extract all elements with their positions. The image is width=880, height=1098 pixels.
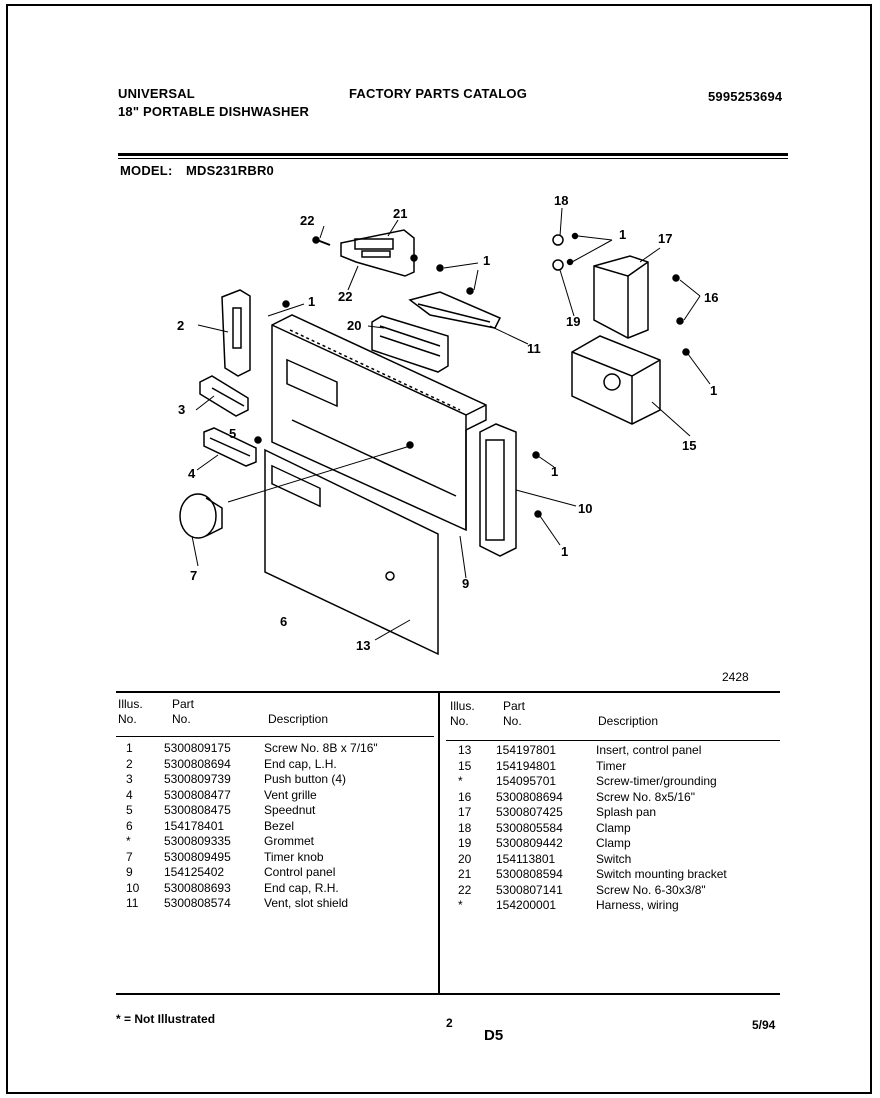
parts-row — [118, 881, 434, 897]
illus-number: * — [458, 774, 463, 788]
section-code: D5 — [484, 1027, 504, 1044]
callout-17: 17 — [658, 231, 673, 246]
illus-number: * — [458, 898, 463, 912]
illus-number: 13 — [458, 743, 472, 757]
parts-row — [450, 759, 776, 775]
part-description: Harness, wiring — [596, 898, 679, 912]
parts-row — [118, 772, 434, 788]
parts-row — [118, 803, 434, 819]
illus-number: 6 — [126, 818, 133, 833]
part-number: 154095701 — [496, 774, 557, 788]
part-description: End cap, R.H. — [264, 880, 339, 895]
part-description: Clamp — [596, 820, 631, 835]
part-number: 154200001 — [496, 898, 557, 912]
left-description-header: Description — [268, 712, 329, 726]
left-part-header: Part No. — [172, 697, 195, 726]
illus-number: 10 — [126, 880, 140, 895]
callout-13: 13 — [356, 638, 371, 653]
illus-number: 9 — [126, 865, 133, 879]
illus-number: 20 — [458, 851, 472, 866]
callout-1a: 1 — [483, 253, 491, 268]
illus-number: 21 — [458, 867, 472, 881]
part-number: 5300807425 — [496, 805, 563, 819]
illus-number: 19 — [458, 836, 472, 850]
part-number: 5300808693 — [164, 880, 231, 895]
part-number: 5300809442 — [496, 836, 563, 850]
callout-9: 9 — [462, 576, 470, 591]
callout-1d: 1 — [561, 544, 569, 559]
callout-1e: 1 — [619, 227, 627, 242]
part-number: 154194801 — [496, 758, 557, 773]
parts-row — [450, 805, 776, 821]
callout-22b: 22 — [338, 289, 353, 304]
part-number: 154113801 — [496, 851, 556, 866]
parts-row — [118, 788, 434, 804]
part-number: 5300808574 — [164, 896, 231, 910]
illus-number: 11 — [126, 896, 139, 910]
part-number: 5300809335 — [164, 834, 231, 848]
parts-row — [450, 852, 776, 868]
parts-row — [450, 743, 776, 759]
callout-15: 15 — [682, 438, 697, 453]
parts-row — [450, 883, 776, 899]
part-number: 5300808594 — [496, 867, 563, 881]
part-number: 5300809175 — [164, 741, 231, 755]
parts-row — [118, 896, 434, 912]
illus-number: 3 — [126, 772, 133, 786]
illus-number: 2 — [126, 756, 133, 771]
part-number: 5300808475 — [164, 803, 231, 817]
right-illus-header: Illus. No. — [450, 699, 475, 728]
product-name: 18" PORTABLE DISHWASHER — [118, 104, 310, 119]
footnote: * = Not Illustrated — [116, 1012, 216, 1026]
part-description: Insert, control panel — [596, 743, 702, 757]
part-description: Screw No. 6-30x3/8" — [596, 882, 706, 897]
callout-10: 10 — [578, 501, 593, 516]
callout-1f: 1 — [710, 383, 718, 398]
callout-20: 20 — [347, 318, 362, 333]
model-label: MODEL: — [120, 163, 173, 178]
parts-row — [450, 898, 776, 914]
part-description: Screw-timer/grounding — [596, 774, 717, 788]
part-number: 5300808694 — [496, 789, 563, 804]
part-number: 154125402 — [164, 865, 225, 879]
part-description: Control panel — [264, 865, 336, 879]
illus-number: 16 — [458, 789, 472, 804]
callout-22a: 22 — [300, 213, 315, 228]
parts-row — [450, 821, 776, 837]
parts-table-right — [450, 743, 776, 914]
illus-number: * — [126, 834, 131, 848]
illus-number: 15 — [458, 758, 472, 773]
part-number: 5300807141 — [496, 882, 563, 897]
parts-row — [118, 819, 434, 835]
callout-19: 19 — [566, 314, 581, 329]
part-description: Clamp — [596, 836, 631, 850]
right-part-header: Part No. — [503, 699, 526, 728]
catalog-title: FACTORY PARTS CATALOG — [349, 86, 528, 101]
left-illus-header: Illus. No. — [118, 697, 143, 726]
part-number: 154197801 — [496, 743, 557, 757]
figure-number: 2428 — [722, 670, 749, 684]
part-description: End cap, L.H. — [264, 756, 337, 771]
model-number: MDS231RBR0 — [186, 163, 274, 178]
illus-number: 7 — [126, 849, 133, 864]
part-description: Screw No. 8x5/16" — [596, 789, 695, 804]
revision-date: 5/94 — [752, 1018, 776, 1032]
part-number: 5300808477 — [164, 787, 231, 802]
callout-1b: 1 — [308, 294, 316, 309]
illus-number: 17 — [458, 805, 472, 819]
right-description-header: Description — [598, 714, 659, 728]
illus-number: 22 — [458, 882, 472, 897]
table-bottom-rule — [116, 993, 780, 995]
part-description: Timer knob — [264, 849, 324, 864]
table-top-rule — [116, 691, 780, 693]
callout-7: 7 — [190, 568, 198, 583]
callout-5: 5 — [229, 426, 237, 441]
part-description: Vent grille — [264, 787, 317, 802]
parts-table-left — [118, 741, 434, 912]
part-description: Screw No. 8B x 7/16" — [264, 741, 378, 755]
right-header-rule — [446, 740, 780, 741]
left-header-rule — [116, 736, 434, 737]
table-divider — [438, 693, 440, 993]
part-description: Speednut — [264, 803, 316, 817]
part-description: Vent, slot shield — [264, 896, 349, 910]
part-description: Timer — [596, 758, 627, 773]
illus-number: 18 — [458, 820, 472, 835]
illus-number: 1 — [126, 741, 133, 755]
part-description: Push button (4) — [264, 772, 347, 786]
callout-16: 16 — [704, 290, 719, 305]
callout-18: 18 — [554, 193, 569, 208]
parts-row — [118, 850, 434, 866]
parts-row — [450, 836, 776, 852]
callout-2: 2 — [177, 318, 185, 333]
part-number: 5300809495 — [164, 849, 231, 864]
parts-row — [450, 867, 776, 883]
part-number: 154178401 — [164, 818, 225, 833]
parts-row — [118, 741, 434, 757]
part-number: 5300805584 — [496, 820, 563, 835]
part-number: 5300809739 — [164, 772, 231, 786]
illus-number: 4 — [126, 787, 133, 802]
callout-1c: 1 — [551, 464, 559, 479]
callout-4: 4 — [188, 466, 196, 481]
catalog-number: 5995253694 — [708, 89, 783, 104]
illus-number: 5 — [126, 803, 133, 817]
parts-row — [118, 834, 434, 850]
part-description: Switch — [596, 851, 632, 866]
part-description: Grommet — [264, 834, 315, 848]
callout-11: 11 — [527, 341, 541, 356]
parts-row — [118, 865, 434, 881]
parts-row — [450, 774, 776, 790]
part-description: Splash pan — [596, 805, 657, 819]
parts-row — [118, 757, 434, 773]
parts-row — [450, 790, 776, 806]
callout-6: 6 — [280, 614, 288, 629]
callout-21: 21 — [393, 206, 408, 221]
part-description: Switch mounting bracket — [596, 867, 727, 881]
part-description: Bezel — [264, 818, 295, 833]
callout-3: 3 — [178, 402, 186, 417]
brand-name: UNIVERSAL — [118, 86, 195, 101]
page-number: 2 — [446, 1016, 453, 1030]
part-number: 5300808694 — [164, 756, 231, 771]
